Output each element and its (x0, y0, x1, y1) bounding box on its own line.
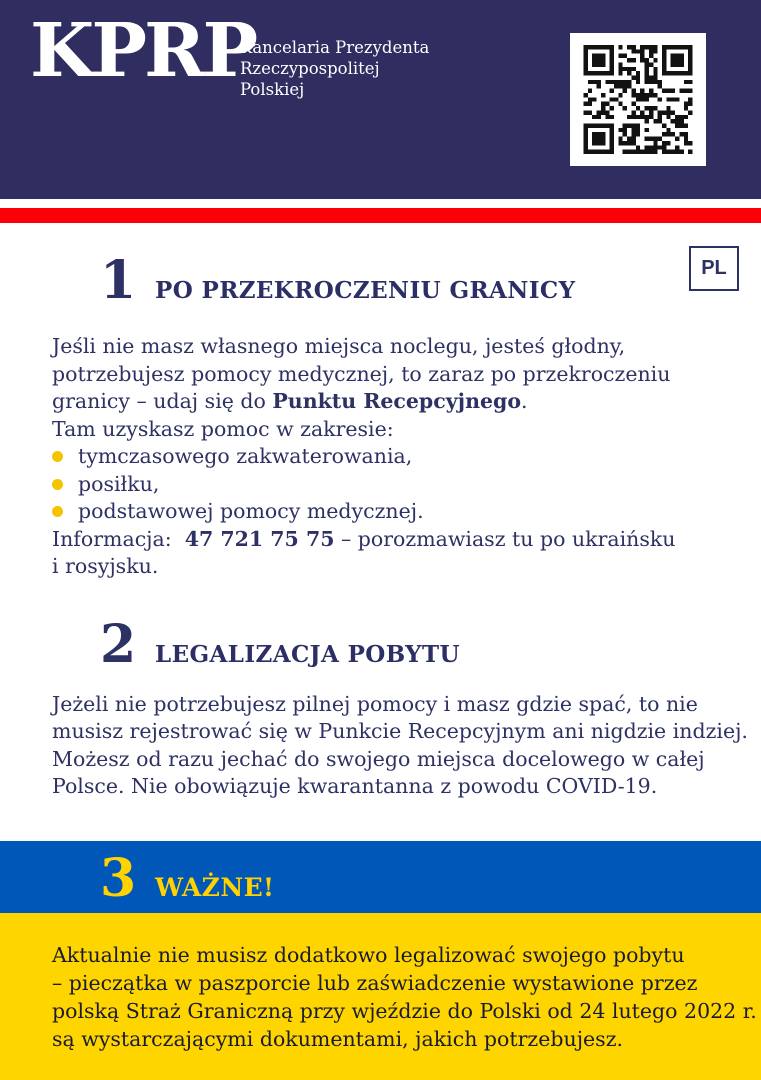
body-line: Tam uzyskasz pomoc w zakresie: (52, 416, 394, 441)
header (0, 0, 761, 199)
body-text: granicy – udaj się do (52, 389, 273, 413)
white-stripe (0, 199, 761, 208)
section2-body (52, 691, 761, 801)
list-item (52, 443, 761, 471)
bullet-icon (52, 479, 63, 490)
section2-heading (100, 613, 761, 675)
list-item-text: posiłku, (78, 471, 160, 496)
info-text: – porozmawiasz tu po ukraińsku (334, 526, 676, 551)
body-text: . (521, 389, 528, 413)
bullet-icon (52, 506, 63, 517)
org-name (240, 37, 429, 100)
important-note-band (0, 913, 761, 1080)
section1-heading (100, 250, 761, 311)
org-line: Polskiej (240, 80, 305, 99)
org-line: Kancelaria Prezydenta (240, 38, 430, 57)
body-line: Polsce. Nie obowiązuje kwarantanna z powodu COVID-19. (52, 774, 658, 798)
note-line: są wystarczającymi dokumentami, jakich potrzebujesz. (52, 1026, 624, 1051)
section3-title: WAŻNE! (155, 872, 275, 902)
section2-title: LEGALIZACJA POBYTU (155, 640, 460, 668)
body-line: Możesz od razu jechać do swojego miejsca docelowego w całej (52, 746, 705, 771)
qr-code (570, 33, 706, 166)
bullet-icon (52, 451, 63, 462)
note-line: – pieczątka w paszporcie lub zaświadczenie wystawione przez (52, 970, 698, 995)
section1-number: 1 (100, 250, 137, 311)
language-badge: PL (689, 246, 739, 291)
org-line: Rzeczypospolitej (240, 59, 380, 78)
section3-number: 3 (100, 847, 137, 909)
red-stripe (0, 208, 761, 223)
note-line: Aktualnie nie musisz dodatkowo legalizować swojego pobytu (52, 942, 685, 967)
kprp-logo: KPRP (30, 8, 256, 94)
section1-title: PO PRZEKROCZENIU GRANICY (155, 277, 576, 304)
section3-heading-band (0, 841, 761, 913)
body-line: Jeżeli nie potrzebujesz pilnej pomocy i masz gdzie spać, to nie (52, 691, 698, 716)
body-line: potrzebujesz pomocy medycznej, to zaraz po przekroczeniu (52, 361, 671, 386)
phone-number: 47 721 75 75 (184, 526, 335, 551)
section2-number: 2 (100, 613, 137, 675)
info-line (52, 526, 761, 554)
info-label: Informacja: (52, 526, 185, 551)
list-item (52, 498, 761, 526)
info-line: i rosyjsku. (52, 554, 159, 578)
reception-point-bold: Punktu Recepcyjnego (272, 389, 522, 413)
body-line: musisz rejestrować się w Punkcie Recepcyjnym ani nigdzie indziej. (52, 719, 748, 743)
body-line: Jeśli nie masz własnego miejsca noclegu, jesteś głodny, (52, 334, 626, 358)
note-line: polską Straż Graniczną przy wjeździe do Polski od 24 lutego 2022 r. (52, 998, 757, 1023)
list-item-text: tymczasowego zakwaterowania, (78, 444, 413, 468)
qr-code-icon (582, 45, 694, 154)
body-line (52, 388, 761, 416)
section1-body (52, 333, 761, 581)
list-item-text: podstawowej pomocy medycznej. (78, 499, 424, 523)
list-item (52, 471, 761, 499)
